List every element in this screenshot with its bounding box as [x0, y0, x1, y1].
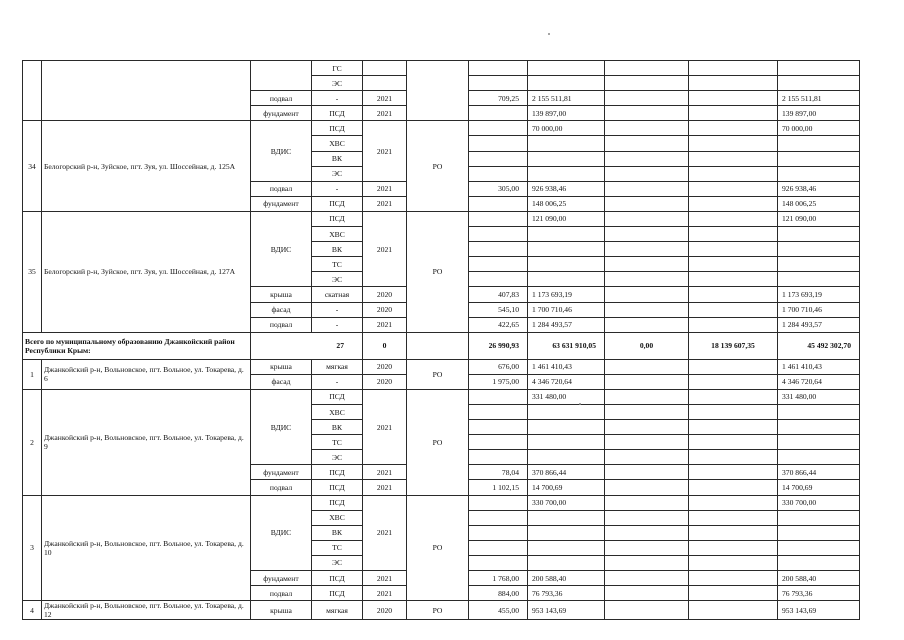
fund-cell [689, 91, 778, 106]
funding-source-cell: РО [407, 389, 469, 495]
cost-cell [528, 404, 605, 419]
volume-cell: 455,00 [469, 601, 528, 620]
work-type-cell: подвал [251, 586, 312, 601]
total-cell [778, 404, 860, 419]
fund-cell [689, 272, 778, 287]
total-zero-cell: 0 [363, 332, 407, 359]
total-volume-cell: 26 990,93 [469, 332, 528, 359]
volume-cell [469, 121, 528, 136]
fund-cell [689, 121, 778, 136]
fund-cell [689, 287, 778, 302]
fund-cell [605, 374, 689, 389]
volume-cell [469, 450, 528, 465]
total-cell: 70 000,00 [778, 121, 860, 136]
total-cell: 200 588,40 [778, 571, 860, 586]
fund-cell [689, 61, 778, 76]
year-cell: 2021 [363, 571, 407, 586]
fund-cell [689, 136, 778, 151]
subtype-cell: ПСД [312, 586, 363, 601]
year-cell: 2021 [363, 317, 407, 332]
fund-cell [605, 420, 689, 435]
subtype-cell: - [312, 317, 363, 332]
total-cell [778, 242, 860, 257]
funding-source-cell: РО [407, 601, 469, 620]
table-row [23, 389, 860, 404]
subtype-cell: - [312, 91, 363, 106]
subtype-cell: - [312, 374, 363, 389]
work-type-cell: подвал [251, 181, 312, 196]
total-cell: 148 006,25 [778, 196, 860, 211]
subtype-cell: ПСД [312, 495, 363, 510]
total-cell: 4 346 720,64 [778, 374, 860, 389]
fund-cell [689, 302, 778, 317]
work-type-cell: крыша [251, 359, 312, 374]
volume-cell [469, 389, 528, 404]
subtype-cell: ЭС [312, 555, 363, 570]
scan-speck [579, 403, 581, 405]
cost-cell: 121 090,00 [528, 211, 605, 226]
fund-cell [605, 181, 689, 196]
cost-cell [528, 450, 605, 465]
subtype-cell: ХВС [312, 136, 363, 151]
total-label-cell: Всего по муниципальному образованию Джанкойский район Республики Крым: [23, 332, 251, 359]
table-row [23, 211, 860, 226]
table-row [23, 61, 860, 76]
cost-cell [528, 166, 605, 181]
subtype-cell: ВК [312, 151, 363, 166]
subtype-cell: ХВС [312, 227, 363, 242]
fund-cell [689, 555, 778, 570]
volume-cell [469, 435, 528, 450]
volume-cell: 78,04 [469, 465, 528, 480]
total-count-cell: 27 [251, 332, 363, 359]
volume-cell [469, 555, 528, 570]
total-cell [778, 257, 860, 272]
work-type-cell: фундамент [251, 106, 312, 121]
table-row [23, 495, 860, 510]
cost-cell [528, 242, 605, 257]
year-cell: 2020 [363, 287, 407, 302]
work-type-cell: крыша [251, 287, 312, 302]
total-sum-cell: 45 492 302,70 [778, 332, 860, 359]
work-type-cell [251, 61, 312, 91]
total-fund-cell: 18 139 607,35 [689, 332, 778, 359]
total-cell: 76 793,36 [778, 586, 860, 601]
volume-cell [469, 227, 528, 242]
cost-cell [528, 540, 605, 555]
fund-cell [605, 389, 689, 404]
total-cell [778, 555, 860, 570]
year-cell: 2020 [363, 359, 407, 374]
volume-cell: 1 768,00 [469, 571, 528, 586]
cost-cell: 70 000,00 [528, 121, 605, 136]
subtype-cell: ПСД [312, 121, 363, 136]
fund-cell [689, 480, 778, 495]
volume-cell: 545,10 [469, 302, 528, 317]
total-cell: 2 155 511,81 [778, 91, 860, 106]
fund-cell [605, 435, 689, 450]
volume-cell [469, 404, 528, 419]
cost-cell: 370 866,44 [528, 465, 605, 480]
volume-cell [469, 510, 528, 525]
fund-cell [689, 211, 778, 226]
funding-source-cell: РО [407, 495, 469, 601]
fund-cell [605, 287, 689, 302]
subtype-cell: ВК [312, 242, 363, 257]
fund-cell [689, 359, 778, 374]
subtype-cell: ПСД [312, 480, 363, 495]
total-cell: 121 090,00 [778, 211, 860, 226]
fund-cell [689, 181, 778, 196]
year-cell: 2021 [363, 495, 407, 570]
fund-cell [689, 151, 778, 166]
fund-cell [605, 586, 689, 601]
year-cell: 2021 [363, 196, 407, 211]
volume-cell [469, 166, 528, 181]
total-cell [778, 76, 860, 91]
address-cell: Белогорский р-н, Зуйское, пгт. Зуя, ул. Шоссейная, д. 125А [42, 121, 251, 212]
year-cell: 2021 [363, 586, 407, 601]
volume-cell [469, 211, 528, 226]
row-number-cell: 4 [23, 601, 42, 620]
subtype-cell: ХВС [312, 510, 363, 525]
volume-cell [469, 525, 528, 540]
total-cell [778, 540, 860, 555]
cost-cell: 1 284 493,57 [528, 317, 605, 332]
volume-cell: 709,25 [469, 91, 528, 106]
fund-cell [605, 257, 689, 272]
subtype-cell: ПСД [312, 211, 363, 226]
fund-cell [605, 317, 689, 332]
work-type-cell: ВДИС [251, 211, 312, 286]
table-row [23, 121, 860, 136]
cost-cell: 14 700,69 [528, 480, 605, 495]
subtype-cell: ПСД [312, 571, 363, 586]
total-cell [778, 435, 860, 450]
cost-cell [528, 227, 605, 242]
volume-cell: 1 102,15 [469, 480, 528, 495]
volume-cell [469, 136, 528, 151]
subtype-cell: ВК [312, 525, 363, 540]
volume-cell [469, 540, 528, 555]
fund-cell [605, 480, 689, 495]
subtype-cell: ТС [312, 540, 363, 555]
volume-cell [469, 196, 528, 211]
cost-cell [528, 61, 605, 76]
fund-cell [605, 404, 689, 419]
fund-cell [605, 121, 689, 136]
total-cell [778, 61, 860, 76]
year-cell [363, 76, 407, 91]
fund-cell [605, 136, 689, 151]
volume-cell: 422,65 [469, 317, 528, 332]
total-cell: 926 938,46 [778, 181, 860, 196]
cost-cell: 139 897,00 [528, 106, 605, 121]
volume-cell [469, 272, 528, 287]
work-type-cell: фасад [251, 374, 312, 389]
fund-cell [689, 586, 778, 601]
subtype-cell: мягкая [312, 359, 363, 374]
cost-cell [528, 76, 605, 91]
fund-cell [605, 540, 689, 555]
cost-cell: 1 700 710,46 [528, 302, 605, 317]
total-cell: 330 700,00 [778, 495, 860, 510]
fund-cell [605, 571, 689, 586]
cost-cell: 331 480,00 [528, 389, 605, 404]
fund-cell [689, 465, 778, 480]
subtype-cell: ТС [312, 435, 363, 450]
address-cell: Джанкойский р-н, Вольновское, пгт. Вольное, ул. Токарева, д. 9 [42, 389, 251, 495]
volume-cell: 305,00 [469, 181, 528, 196]
fund-cell [605, 61, 689, 76]
total-cell: 14 700,69 [778, 480, 860, 495]
subtype-cell: ПСД [312, 465, 363, 480]
volume-cell: 407,83 [469, 287, 528, 302]
fund-cell [605, 211, 689, 226]
cost-cell: 953 143,69 [528, 601, 605, 620]
row-number-cell: 35 [23, 211, 42, 332]
year-cell: 2021 [363, 106, 407, 121]
funding-source-cell [407, 61, 469, 121]
total-fund-cell: 0,00 [605, 332, 689, 359]
total-cell: 1 284 493,57 [778, 317, 860, 332]
subtype-cell: ЭС [312, 76, 363, 91]
total-cell [778, 420, 860, 435]
cost-cell: 926 938,46 [528, 181, 605, 196]
row-number-cell: 3 [23, 495, 42, 601]
total-cell [778, 272, 860, 287]
total-cell [778, 151, 860, 166]
work-type-cell: ВДИС [251, 495, 312, 570]
work-type-cell: подвал [251, 91, 312, 106]
work-type-cell: фундамент [251, 196, 312, 211]
year-cell: 2021 [363, 181, 407, 196]
total-cell [778, 166, 860, 181]
total-cell [778, 136, 860, 151]
fund-cell [689, 227, 778, 242]
fund-cell [605, 91, 689, 106]
fund-cell [689, 317, 778, 332]
fund-cell [605, 450, 689, 465]
fund-cell [689, 257, 778, 272]
subtype-cell: ЭС [312, 272, 363, 287]
fund-cell [605, 242, 689, 257]
total-cell: 331 480,00 [778, 389, 860, 404]
fund-cell [689, 76, 778, 91]
scan-speck [548, 33, 550, 35]
cost-cell [528, 420, 605, 435]
work-type-cell: фасад [251, 302, 312, 317]
fund-cell [689, 510, 778, 525]
volume-cell [469, 495, 528, 510]
fund-cell [605, 166, 689, 181]
fund-cell [605, 196, 689, 211]
total-blank-cell [407, 332, 469, 359]
year-cell: 2021 [363, 121, 407, 181]
fund-cell [689, 571, 778, 586]
fund-cell [605, 272, 689, 287]
volume-cell [469, 106, 528, 121]
cost-cell [528, 435, 605, 450]
year-cell: 2021 [363, 211, 407, 286]
address-cell: Джанкойский р-н, Вольновское, пгт. Вольное, ул. Токарева, д. 12 [42, 601, 251, 620]
total-cost-cell: 63 631 910,05 [528, 332, 605, 359]
fund-cell [605, 151, 689, 166]
subtype-cell: скатная [312, 287, 363, 302]
fund-cell [605, 555, 689, 570]
volume-cell: 676,00 [469, 359, 528, 374]
fund-cell [689, 106, 778, 121]
address-cell: Джанкойский р-н, Вольновское, пгт. Вольное, ул. Токарева, д. 10 [42, 495, 251, 601]
fund-cell [605, 601, 689, 620]
work-type-cell: подвал [251, 317, 312, 332]
fund-cell [689, 450, 778, 465]
total-cell: 1 461 410,43 [778, 359, 860, 374]
work-type-cell: крыша [251, 601, 312, 620]
subtype-cell: ПСД [312, 196, 363, 211]
fund-cell [689, 196, 778, 211]
fund-cell [689, 420, 778, 435]
cost-cell: 2 155 511,81 [528, 91, 605, 106]
table-row [23, 359, 860, 374]
cost-cell: 1 461 410,43 [528, 359, 605, 374]
total-cell: 1 173 693,19 [778, 287, 860, 302]
total-cell [778, 510, 860, 525]
volume-cell: 1 975,00 [469, 374, 528, 389]
year-cell: 2020 [363, 601, 407, 620]
cost-cell [528, 272, 605, 287]
work-type-cell: подвал [251, 480, 312, 495]
cost-cell: 200 588,40 [528, 571, 605, 586]
fund-cell [605, 525, 689, 540]
fund-cell [605, 227, 689, 242]
fund-cell [689, 601, 778, 620]
total-cell [778, 450, 860, 465]
cost-cell [528, 555, 605, 570]
table-row [23, 601, 860, 620]
row-number-cell: 34 [23, 121, 42, 212]
fund-cell [605, 106, 689, 121]
fund-cell [689, 435, 778, 450]
fund-cell [689, 540, 778, 555]
fund-cell [689, 404, 778, 419]
row-number-cell: 2 [23, 389, 42, 495]
cost-cell [528, 151, 605, 166]
volume-cell [469, 61, 528, 76]
fund-cell [689, 374, 778, 389]
fund-cell [605, 359, 689, 374]
address-cell [42, 61, 251, 121]
fund-cell [689, 166, 778, 181]
year-cell: 2020 [363, 302, 407, 317]
year-cell: 2021 [363, 389, 407, 464]
subtype-cell: ХВС [312, 404, 363, 419]
fund-cell [689, 242, 778, 257]
cost-cell [528, 136, 605, 151]
cost-cell [528, 510, 605, 525]
total-cell [778, 525, 860, 540]
total-cell: 139 897,00 [778, 106, 860, 121]
subtype-cell: ЭС [312, 166, 363, 181]
volume-cell: 884,00 [469, 586, 528, 601]
total-cell: 370 866,44 [778, 465, 860, 480]
year-cell: 2021 [363, 91, 407, 106]
fund-cell [605, 510, 689, 525]
volume-cell [469, 242, 528, 257]
subtype-cell: ПСД [312, 389, 363, 404]
fund-cell [605, 495, 689, 510]
row-number-cell [23, 61, 42, 121]
volume-cell [469, 151, 528, 166]
municipality-total-row [23, 332, 860, 359]
funding-source-cell: РО [407, 359, 469, 389]
subtype-cell: мягкая [312, 601, 363, 620]
subtype-cell: ТС [312, 257, 363, 272]
fund-cell [605, 465, 689, 480]
address-cell: Джанкойский р-н, Вольновское, пгт. Вольное, ул. Токарева, д. 6 [42, 359, 251, 389]
fund-cell [605, 76, 689, 91]
subtype-cell: ЭС [312, 450, 363, 465]
subtype-cell: - [312, 181, 363, 196]
repair-register-table [22, 60, 860, 620]
cost-cell: 1 173 693,19 [528, 287, 605, 302]
cost-cell: 148 006,25 [528, 196, 605, 211]
total-cell: 1 700 710,46 [778, 302, 860, 317]
year-cell: 2021 [363, 480, 407, 495]
subtype-cell: - [312, 302, 363, 317]
year-cell: 2020 [363, 374, 407, 389]
volume-cell [469, 257, 528, 272]
work-type-cell: фундамент [251, 571, 312, 586]
row-number-cell: 1 [23, 359, 42, 389]
subtype-cell: ВК [312, 420, 363, 435]
cost-cell [528, 257, 605, 272]
funding-source-cell: РО [407, 211, 469, 332]
work-type-cell: ВДИС [251, 121, 312, 181]
subtype-cell: ГС [312, 61, 363, 76]
fund-cell [689, 525, 778, 540]
cost-cell [528, 525, 605, 540]
fund-cell [605, 302, 689, 317]
year-cell: 2021 [363, 465, 407, 480]
fund-cell [689, 495, 778, 510]
cost-cell: 4 346 720,64 [528, 374, 605, 389]
work-type-cell: ВДИС [251, 389, 312, 464]
fund-cell [689, 389, 778, 404]
total-cell: 953 143,69 [778, 601, 860, 620]
cost-cell: 330 700,00 [528, 495, 605, 510]
work-type-cell: фундамент [251, 465, 312, 480]
year-cell [363, 61, 407, 76]
volume-cell [469, 76, 528, 91]
volume-cell [469, 420, 528, 435]
subtype-cell: ПСД [312, 106, 363, 121]
cost-cell: 76 793,36 [528, 586, 605, 601]
total-cell [778, 227, 860, 242]
funding-source-cell: РО [407, 121, 469, 212]
address-cell: Белогорский р-н, Зуйское, пгт. Зуя, ул. Шоссейная, д. 127А [42, 211, 251, 332]
